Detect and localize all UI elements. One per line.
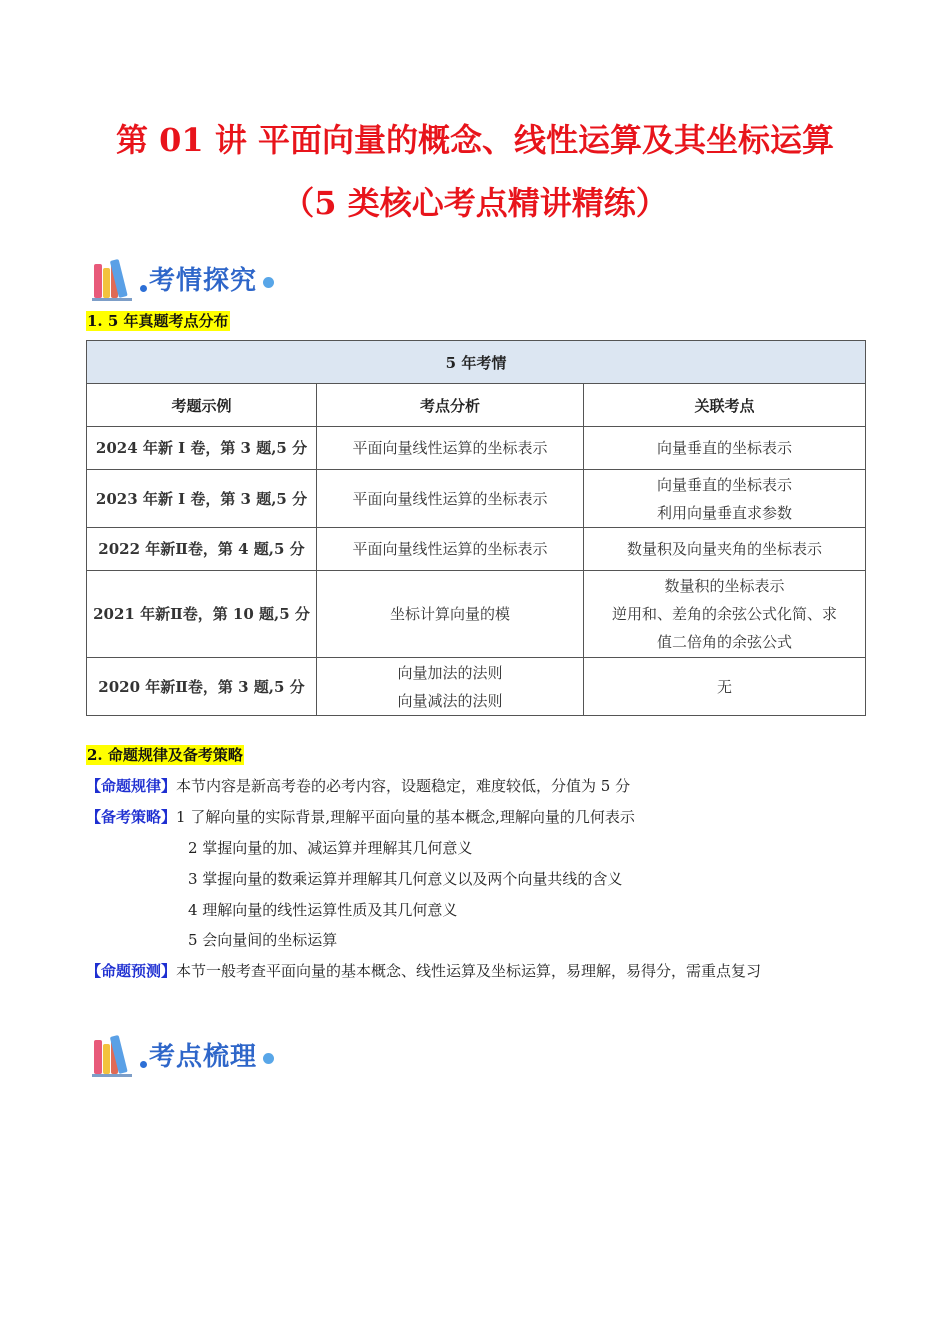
exam-cell: 2024 年新 I 卷，第 3 题,5 分 — [87, 427, 317, 470]
rule-tag: 【命题规律】 — [86, 777, 177, 795]
table-row — [87, 427, 866, 470]
strategy-item: 2 掌握向量的加、减运算并理解其几何意义 — [188, 839, 473, 857]
analysis-cell: 向量加法的法则 向量减法的法则 — [317, 658, 584, 716]
table-row — [87, 658, 866, 716]
page-title: 第 01 讲 平面向量的概念、线性运算及其坐标运算 — [116, 121, 834, 159]
strategy-tag: 【备考策略】 — [86, 808, 177, 826]
exam-cell: 2022 年新Ⅱ卷，第 4 题,5 分 — [87, 528, 317, 571]
column-header: 关联考点 — [584, 384, 866, 427]
rule-text: 本节内容是新高考卷的必考内容，设题稳定，难度较低，分值为 5 分 — [176, 777, 631, 795]
forecast-line — [86, 961, 761, 981]
exam-cell: 2021 年新Ⅱ卷，第 10 题,5 分 — [87, 571, 317, 658]
section-badge-exam-analysis — [92, 254, 274, 298]
dot-icon — [140, 1061, 147, 1068]
analysis-cell: 坐标计算向量的模 — [317, 571, 584, 658]
strategy-item: 4 理解向量的线性运算性质及其几何意义 — [188, 901, 458, 919]
related-cell: 数量积及向量夹角的坐标表示 — [584, 528, 866, 571]
dot-icon — [140, 285, 147, 292]
section1-heading: 1. 5 年真题考点分布 — [87, 312, 229, 330]
books-icon — [92, 1034, 136, 1074]
circle-icon — [263, 1053, 274, 1064]
related-cell: 向量垂直的坐标表示 — [584, 427, 866, 470]
analysis-cell: 平面向量线性运算的坐标表示 — [317, 427, 584, 470]
circle-icon — [263, 277, 274, 288]
analysis-cell: 平面向量线性运算的坐标表示 — [317, 470, 584, 528]
column-header: 考题示例 — [87, 384, 317, 427]
table-row — [87, 528, 866, 571]
exam-cell: 2020 年新Ⅱ卷，第 3 题,5 分 — [87, 658, 317, 716]
strategy-item: 1 了解向量的实际背景,理解平面向量的基本概念,理解向量的几何表示 — [176, 808, 635, 826]
table-row — [87, 470, 866, 528]
rule-line — [86, 776, 630, 796]
column-header: 考点分析 — [317, 384, 584, 427]
related-cell: 无 — [584, 658, 866, 716]
related-cell: 向量垂直的坐标表示 利用向量垂直求参数 — [584, 470, 866, 528]
section-badge-label: 考情探究 — [149, 266, 258, 296]
table-caption: 5 年考情 — [87, 341, 866, 384]
related-cell: 数量积的坐标表示 逆用和、差角的余弦公式化简、求 值二倍角的余弦公式 — [584, 571, 866, 658]
exam-cell: 2023 年新 I 卷，第 3 题,5 分 — [87, 470, 317, 528]
forecast-text: 本节一般考查平面向量的基本概念、线性运算及坐标运算，易理解，易得分，需重点复习 — [176, 962, 762, 980]
strategy-line — [86, 807, 635, 827]
page-subtitle: （5 类核心考点精讲精练） — [282, 184, 668, 222]
forecast-tag: 【命题预测】 — [86, 962, 177, 980]
strategy-item: 3 掌握向量的数乘运算并理解其几何意义以及两个向量共线的含义 — [188, 870, 623, 888]
table-row — [87, 571, 866, 658]
exam-distribution-table — [86, 340, 866, 716]
section-badge-label: 考点梳理 — [149, 1042, 258, 1072]
section-badge-key-points — [92, 1030, 274, 1074]
analysis-cell: 平面向量线性运算的坐标表示 — [317, 528, 584, 571]
strategy-item: 5 会向量间的坐标运算 — [188, 931, 338, 949]
books-icon — [92, 258, 136, 298]
section2-heading: 2. 命题规律及备考策略 — [87, 746, 243, 764]
